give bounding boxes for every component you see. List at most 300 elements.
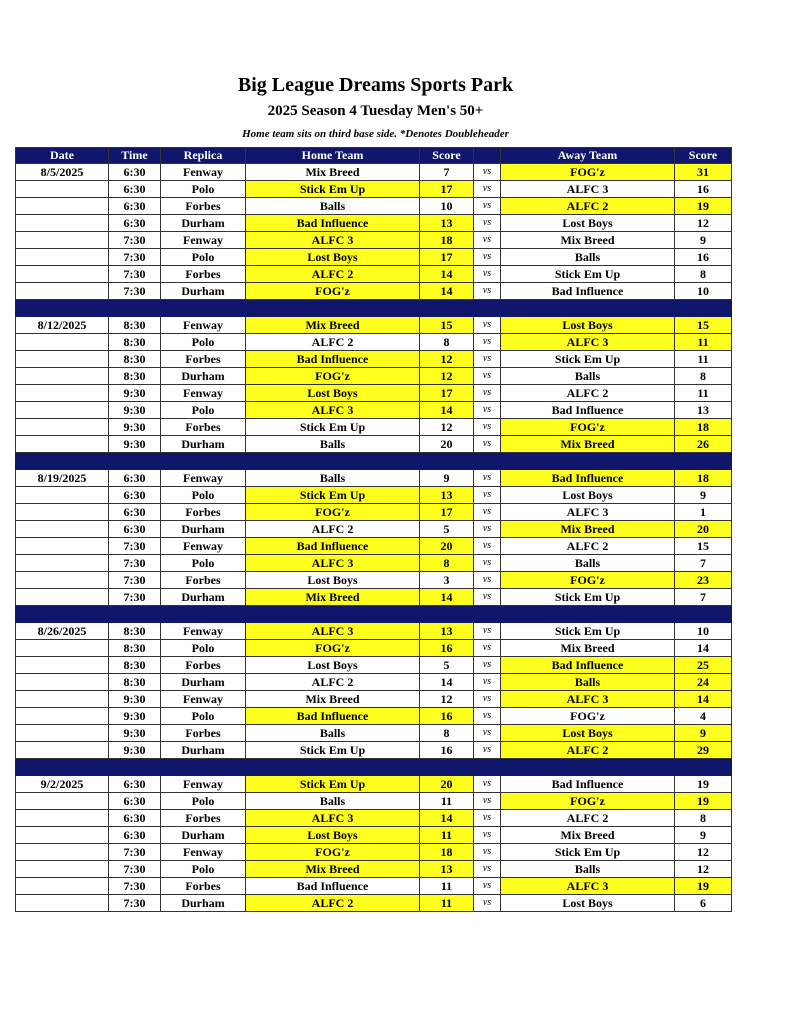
vs-cell: vs <box>474 674 501 691</box>
week-separator-bar <box>16 300 732 317</box>
field-cell: Durham <box>161 742 246 759</box>
away-score-cell: 24 <box>675 674 732 691</box>
away-score-cell: 15 <box>675 317 732 334</box>
away-score-cell: 12 <box>675 844 732 861</box>
home-team-cell: Stick Em Up <box>246 181 420 198</box>
field-cell: Forbes <box>161 419 246 436</box>
week-separator-bar <box>16 606 732 623</box>
home-score-cell: 18 <box>420 844 474 861</box>
field-cell: Polo <box>161 793 246 810</box>
vs-cell: vs <box>474 317 501 334</box>
away-score-cell: 11 <box>675 334 732 351</box>
time-cell: 9:30 <box>109 725 161 742</box>
time-cell: 7:30 <box>109 232 161 249</box>
time-cell: 6:30 <box>109 470 161 487</box>
field-cell: Polo <box>161 861 246 878</box>
date-cell: 8/19/2025 <box>16 470 109 487</box>
table-row <box>16 487 732 504</box>
home-score-cell: 8 <box>420 334 474 351</box>
home-team-cell: ALFC 2 <box>246 266 420 283</box>
date-cell <box>16 402 109 419</box>
time-cell: 6:30 <box>109 198 161 215</box>
vs-cell: vs <box>474 776 501 793</box>
time-cell: 6:30 <box>109 164 161 181</box>
table-row <box>16 895 732 912</box>
time-cell: 7:30 <box>109 538 161 555</box>
home-score-cell: 13 <box>420 861 474 878</box>
away-score-cell: 18 <box>675 419 732 436</box>
time-cell: 6:30 <box>109 521 161 538</box>
field-cell: Forbes <box>161 725 246 742</box>
date-cell <box>16 640 109 657</box>
time-cell: 8:30 <box>109 351 161 368</box>
field-cell: Durham <box>161 283 246 300</box>
col-header-vs <box>474 148 501 164</box>
table-row <box>16 317 732 334</box>
date-cell <box>16 419 109 436</box>
vs-cell: vs <box>474 351 501 368</box>
vs-cell: vs <box>474 793 501 810</box>
date-cell <box>16 708 109 725</box>
away-score-cell: 7 <box>675 589 732 606</box>
vs-cell: vs <box>474 419 501 436</box>
away-team-cell: Bad Influence <box>501 776 675 793</box>
table-row <box>16 640 732 657</box>
away-team-cell: Lost Boys <box>501 215 675 232</box>
date-cell <box>16 436 109 453</box>
field-cell: Polo <box>161 555 246 572</box>
field-cell: Forbes <box>161 657 246 674</box>
date-cell <box>16 674 109 691</box>
table-header-row <box>16 148 732 164</box>
vs-cell: vs <box>474 470 501 487</box>
date-cell <box>16 572 109 589</box>
away-score-cell: 16 <box>675 181 732 198</box>
field-cell: Forbes <box>161 266 246 283</box>
home-score-cell: 17 <box>420 385 474 402</box>
time-cell: 7:30 <box>109 878 161 895</box>
home-score-cell: 3 <box>420 572 474 589</box>
vs-cell: vs <box>474 436 501 453</box>
date-cell <box>16 232 109 249</box>
home-score-cell: 12 <box>420 419 474 436</box>
page-subtitle: 2025 Season 4 Tuesday Men's 50+ <box>267 103 484 119</box>
home-team-cell: FOG'z <box>246 640 420 657</box>
date-cell <box>16 878 109 895</box>
away-team-cell: FOG'z <box>501 708 675 725</box>
home-team-cell: Lost Boys <box>246 249 420 266</box>
vs-cell: vs <box>474 334 501 351</box>
table-row <box>16 538 732 555</box>
vs-cell: vs <box>474 538 501 555</box>
vs-cell: vs <box>474 249 501 266</box>
away-team-cell: Stick Em Up <box>501 589 675 606</box>
table-row <box>16 810 732 827</box>
field-cell: Fenway <box>161 470 246 487</box>
home-team-cell: Stick Em Up <box>246 776 420 793</box>
date-cell <box>16 266 109 283</box>
home-team-cell: Bad Influence <box>246 215 420 232</box>
home-team-cell: FOG'z <box>246 283 420 300</box>
home-score-cell: 17 <box>420 181 474 198</box>
field-cell: Fenway <box>161 538 246 555</box>
table-row <box>16 793 732 810</box>
away-score-cell: 11 <box>675 385 732 402</box>
table-row <box>16 742 732 759</box>
home-team-cell: Balls <box>246 436 420 453</box>
away-score-cell: 9 <box>675 487 732 504</box>
vs-cell: vs <box>474 385 501 402</box>
field-cell: Fenway <box>161 623 246 640</box>
field-cell: Fenway <box>161 691 246 708</box>
home-team-cell: Stick Em Up <box>246 742 420 759</box>
home-score-cell: 12 <box>420 691 474 708</box>
time-cell: 8:30 <box>109 674 161 691</box>
home-score-cell: 14 <box>420 589 474 606</box>
page-title: Big League Dreams Sports Park <box>237 74 514 96</box>
home-score-cell: 14 <box>420 810 474 827</box>
home-score-cell: 8 <box>420 555 474 572</box>
time-cell: 7:30 <box>109 589 161 606</box>
date-cell <box>16 521 109 538</box>
week-separator-bar <box>16 453 732 470</box>
table-row <box>16 861 732 878</box>
col-header-away-team: Away Team <box>501 148 675 164</box>
time-cell: 8:30 <box>109 334 161 351</box>
away-score-cell: 12 <box>675 215 732 232</box>
table-row <box>16 657 732 674</box>
away-score-cell: 8 <box>675 266 732 283</box>
away-team-cell: Bad Influence <box>501 470 675 487</box>
home-score-cell: 9 <box>420 470 474 487</box>
field-cell: Durham <box>161 436 246 453</box>
time-cell: 6:30 <box>109 776 161 793</box>
vs-cell: vs <box>474 402 501 419</box>
date-cell <box>16 385 109 402</box>
home-score-cell: 8 <box>420 725 474 742</box>
field-cell: Forbes <box>161 878 246 895</box>
home-score-cell: 14 <box>420 402 474 419</box>
field-cell: Durham <box>161 827 246 844</box>
home-team-cell: Balls <box>246 470 420 487</box>
time-cell: 8:30 <box>109 368 161 385</box>
date-cell <box>16 861 109 878</box>
home-team-cell: Mix Breed <box>246 164 420 181</box>
home-team-cell: ALFC 3 <box>246 232 420 249</box>
vs-cell: vs <box>474 691 501 708</box>
away-score-cell: 1 <box>675 504 732 521</box>
home-team-cell: ALFC 3 <box>246 810 420 827</box>
table-row <box>16 555 732 572</box>
table-row <box>16 470 732 487</box>
home-team-cell: Lost Boys <box>246 572 420 589</box>
table-row <box>16 572 732 589</box>
vs-cell: vs <box>474 623 501 640</box>
table-row <box>16 589 732 606</box>
home-score-cell: 12 <box>420 351 474 368</box>
vs-cell: vs <box>474 810 501 827</box>
field-cell: Fenway <box>161 776 246 793</box>
away-score-cell: 4 <box>675 708 732 725</box>
away-team-cell: ALFC 3 <box>501 334 675 351</box>
time-cell: 8:30 <box>109 317 161 334</box>
away-score-cell: 10 <box>675 283 732 300</box>
time-cell: 7:30 <box>109 861 161 878</box>
date-cell <box>16 283 109 300</box>
time-cell: 7:30 <box>109 844 161 861</box>
away-score-cell: 11 <box>675 351 732 368</box>
away-score-cell: 19 <box>675 793 732 810</box>
away-team-cell: Balls <box>501 555 675 572</box>
away-team-cell: Mix Breed <box>501 521 675 538</box>
col-header-away-score: Score <box>675 148 732 164</box>
table-row <box>16 385 732 402</box>
home-score-cell: 7 <box>420 164 474 181</box>
week-separator <box>16 759 732 776</box>
away-team-cell: ALFC 2 <box>501 742 675 759</box>
time-cell: 7:30 <box>109 572 161 589</box>
home-score-cell: 15 <box>420 317 474 334</box>
table-row <box>16 266 732 283</box>
away-team-cell: Mix Breed <box>501 640 675 657</box>
away-score-cell: 29 <box>675 742 732 759</box>
away-team-cell: FOG'z <box>501 572 675 589</box>
away-team-cell: Mix Breed <box>501 827 675 844</box>
vs-cell: vs <box>474 504 501 521</box>
away-score-cell: 8 <box>675 368 732 385</box>
away-score-cell: 19 <box>675 198 732 215</box>
field-cell: Forbes <box>161 198 246 215</box>
home-score-cell: 17 <box>420 504 474 521</box>
home-team-cell: Lost Boys <box>246 657 420 674</box>
away-score-cell: 25 <box>675 657 732 674</box>
time-cell: 9:30 <box>109 742 161 759</box>
table-row <box>16 725 732 742</box>
time-cell: 7:30 <box>109 283 161 300</box>
away-score-cell: 31 <box>675 164 732 181</box>
col-header-time: Time <box>109 148 161 164</box>
away-score-cell: 20 <box>675 521 732 538</box>
col-header-home-team: Home Team <box>246 148 420 164</box>
home-team-cell: Mix Breed <box>246 861 420 878</box>
home-score-cell: 13 <box>420 487 474 504</box>
date-cell: 8/26/2025 <box>16 623 109 640</box>
table-row <box>16 283 732 300</box>
field-cell: Fenway <box>161 164 246 181</box>
time-cell: 7:30 <box>109 555 161 572</box>
date-cell <box>16 334 109 351</box>
away-team-cell: ALFC 3 <box>501 878 675 895</box>
date-cell <box>16 198 109 215</box>
date-cell <box>16 725 109 742</box>
time-cell: 6:30 <box>109 827 161 844</box>
field-cell: Durham <box>161 589 246 606</box>
away-team-cell: FOG'z <box>501 164 675 181</box>
home-score-cell: 13 <box>420 623 474 640</box>
vs-cell: vs <box>474 283 501 300</box>
away-team-cell: ALFC 2 <box>501 198 675 215</box>
table-row <box>16 249 732 266</box>
away-score-cell: 16 <box>675 249 732 266</box>
away-team-cell: FOG'z <box>501 793 675 810</box>
vs-cell: vs <box>474 708 501 725</box>
away-team-cell: ALFC 2 <box>501 385 675 402</box>
home-team-cell: ALFC 2 <box>246 895 420 912</box>
date-cell <box>16 504 109 521</box>
home-team-cell: Balls <box>246 793 420 810</box>
home-team-cell: Bad Influence <box>246 878 420 895</box>
away-team-cell: ALFC 2 <box>501 538 675 555</box>
field-cell: Fenway <box>161 317 246 334</box>
vs-cell: vs <box>474 844 501 861</box>
away-score-cell: 7 <box>675 555 732 572</box>
home-team-cell: Stick Em Up <box>246 419 420 436</box>
home-score-cell: 16 <box>420 742 474 759</box>
field-cell: Polo <box>161 487 246 504</box>
col-header-replica: Replica <box>161 148 246 164</box>
away-score-cell: 9 <box>675 827 732 844</box>
away-score-cell: 18 <box>675 470 732 487</box>
away-team-cell: Bad Influence <box>501 402 675 419</box>
away-team-cell: Stick Em Up <box>501 266 675 283</box>
home-team-cell: ALFC 3 <box>246 555 420 572</box>
time-cell: 7:30 <box>109 249 161 266</box>
table-row <box>16 436 732 453</box>
away-score-cell: 8 <box>675 810 732 827</box>
vs-cell: vs <box>474 198 501 215</box>
home-score-cell: 12 <box>420 368 474 385</box>
date-cell <box>16 368 109 385</box>
field-cell: Forbes <box>161 504 246 521</box>
vs-cell: vs <box>474 215 501 232</box>
home-score-cell: 5 <box>420 521 474 538</box>
field-cell: Durham <box>161 674 246 691</box>
away-team-cell: ALFC 2 <box>501 810 675 827</box>
away-team-cell: FOG'z <box>501 419 675 436</box>
home-score-cell: 13 <box>420 215 474 232</box>
field-cell: Polo <box>161 249 246 266</box>
field-cell: Fenway <box>161 232 246 249</box>
away-team-cell: Bad Influence <box>501 657 675 674</box>
date-cell <box>16 827 109 844</box>
home-score-cell: 11 <box>420 793 474 810</box>
table-row <box>16 232 732 249</box>
field-cell: Forbes <box>161 351 246 368</box>
home-team-cell: Stick Em Up <box>246 487 420 504</box>
time-cell: 7:30 <box>109 895 161 912</box>
away-score-cell: 23 <box>675 572 732 589</box>
date-cell <box>16 215 109 232</box>
table-row <box>16 181 732 198</box>
field-cell: Polo <box>161 708 246 725</box>
table-row <box>16 368 732 385</box>
time-cell: 9:30 <box>109 708 161 725</box>
week-separator-bar <box>16 759 732 776</box>
home-team-cell: Bad Influence <box>246 351 420 368</box>
away-score-cell: 14 <box>675 691 732 708</box>
away-score-cell: 13 <box>675 402 732 419</box>
date-cell <box>16 589 109 606</box>
table-row <box>16 521 732 538</box>
schedule-note: Home team sits on third base side. *Denotes Doubleheader <box>242 128 509 140</box>
time-cell: 7:30 <box>109 266 161 283</box>
date-cell <box>16 487 109 504</box>
home-score-cell: 14 <box>420 283 474 300</box>
vs-cell: vs <box>474 521 501 538</box>
table-row <box>16 878 732 895</box>
home-team-cell: ALFC 2 <box>246 674 420 691</box>
home-team-cell: ALFC 3 <box>246 402 420 419</box>
home-team-cell: Mix Breed <box>246 589 420 606</box>
home-score-cell: 14 <box>420 266 474 283</box>
week-separator <box>16 453 732 470</box>
away-score-cell: 26 <box>675 436 732 453</box>
field-cell: Forbes <box>161 572 246 589</box>
vs-cell: vs <box>474 657 501 674</box>
home-score-cell: 11 <box>420 895 474 912</box>
schedule-body <box>16 164 732 912</box>
away-team-cell: Stick Em Up <box>501 351 675 368</box>
time-cell: 9:30 <box>109 436 161 453</box>
away-team-cell: Stick Em Up <box>501 844 675 861</box>
vs-cell: vs <box>474 861 501 878</box>
vs-cell: vs <box>474 487 501 504</box>
vs-cell: vs <box>474 827 501 844</box>
table-row <box>16 827 732 844</box>
home-score-cell: 16 <box>420 708 474 725</box>
vs-cell: vs <box>474 742 501 759</box>
time-cell: 9:30 <box>109 419 161 436</box>
home-team-cell: Bad Influence <box>246 708 420 725</box>
col-header-date: Date <box>16 148 109 164</box>
vs-cell: vs <box>474 895 501 912</box>
home-team-cell: FOG'z <box>246 844 420 861</box>
home-score-cell: 17 <box>420 249 474 266</box>
table-row <box>16 504 732 521</box>
away-team-cell: Bad Influence <box>501 283 675 300</box>
vs-cell: vs <box>474 878 501 895</box>
away-team-cell: Mix Breed <box>501 436 675 453</box>
vs-cell: vs <box>474 572 501 589</box>
field-cell: Fenway <box>161 385 246 402</box>
schedule-table <box>15 147 732 912</box>
away-team-cell: Balls <box>501 861 675 878</box>
time-cell: 6:30 <box>109 810 161 827</box>
home-team-cell: Lost Boys <box>246 827 420 844</box>
field-cell: Durham <box>161 368 246 385</box>
date-cell <box>16 657 109 674</box>
table-row <box>16 198 732 215</box>
away-score-cell: 19 <box>675 878 732 895</box>
home-team-cell: Balls <box>246 725 420 742</box>
home-team-cell: ALFC 3 <box>246 623 420 640</box>
field-cell: Fenway <box>161 844 246 861</box>
table-row <box>16 776 732 793</box>
time-cell: 9:30 <box>109 385 161 402</box>
vs-cell: vs <box>474 640 501 657</box>
time-cell: 6:30 <box>109 793 161 810</box>
time-cell: 6:30 <box>109 181 161 198</box>
away-team-cell: Lost Boys <box>501 895 675 912</box>
away-team-cell: Stick Em Up <box>501 623 675 640</box>
table-row <box>16 708 732 725</box>
vs-cell: vs <box>474 266 501 283</box>
time-cell: 6:30 <box>109 487 161 504</box>
date-cell <box>16 538 109 555</box>
away-team-cell: Lost Boys <box>501 317 675 334</box>
vs-cell: vs <box>474 555 501 572</box>
away-team-cell: ALFC 3 <box>501 691 675 708</box>
